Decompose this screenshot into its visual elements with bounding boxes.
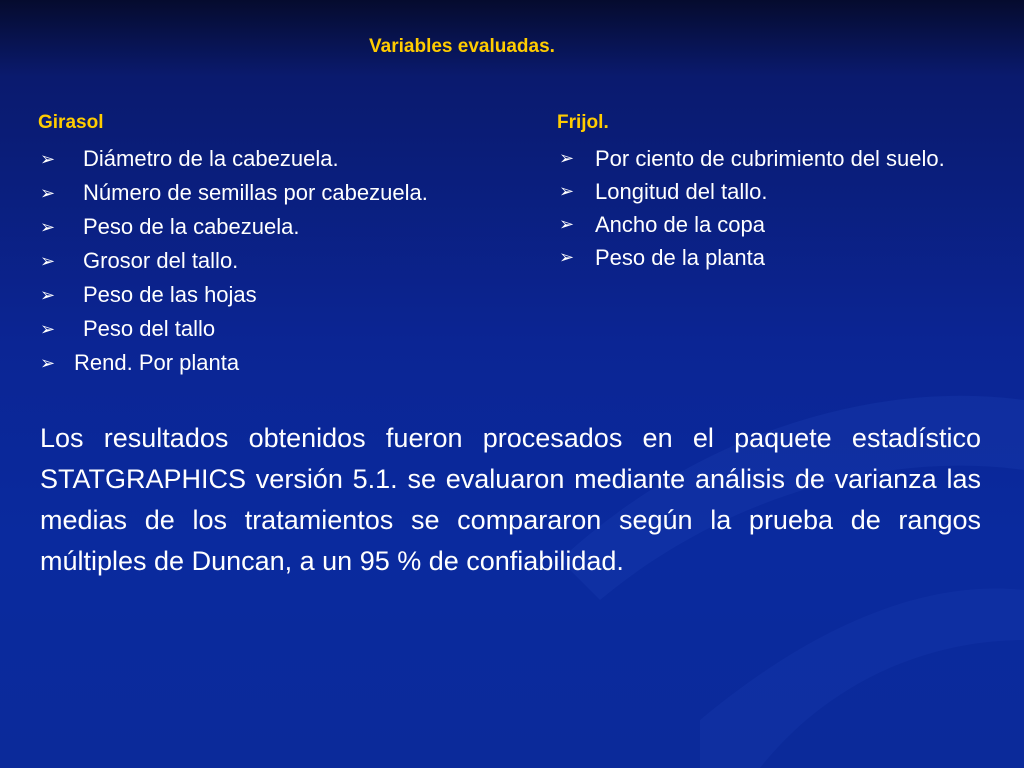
arrow-bullet-icon: ➢: [559, 214, 575, 234]
frijol-list: [557, 142, 987, 274]
list-item: ➢ Peso del tallo: [38, 312, 538, 346]
results-paragraph: Los resultados obtenidos fueron procesados en el paquete estadístico STATGRAPHICS versión 5.1. se evaluaron mediante análisis de varianza las medias de los tratamientos se compararon según la prueba de rangos múltiples de Duncan, a un 95 % de confiabilidad.: [40, 423, 981, 576]
list-item: ➢ Grosor del tallo.: [38, 244, 538, 278]
list-item: ➢ Número de semillas por cabezuela.: [38, 176, 538, 210]
list-item: ➢ Peso de las hojas: [38, 278, 538, 312]
arrow-bullet-icon: ➢: [40, 285, 56, 305]
arrow-bullet-icon: ➢: [40, 353, 56, 373]
list-item: ➢ Longitud del tallo.: [557, 175, 987, 208]
arrow-bullet-icon: ➢: [559, 181, 575, 201]
slide-title: Variables evaluadas.: [369, 36, 555, 57]
arrow-bullet-icon: ➢: [559, 247, 575, 267]
arrow-bullet-icon: ➢: [40, 217, 56, 237]
arrow-bullet-icon: ➢: [559, 148, 575, 168]
list-item: ➢ Peso de la planta: [557, 241, 987, 274]
girasol-heading: Girasol: [38, 112, 104, 133]
arrow-bullet-icon: ➢: [40, 149, 56, 169]
girasol-list: [38, 142, 538, 380]
list-item: ➢ Por ciento de cubrimiento del suelo.: [557, 142, 987, 175]
list-item: ➢ Peso de la cabezuela.: [38, 210, 538, 244]
list-item: ➢ Ancho de la copa: [557, 208, 987, 241]
arrow-bullet-icon: ➢: [40, 319, 56, 339]
list-item: ➢ Diámetro de la cabezuela.: [38, 142, 538, 176]
frijol-column: [557, 112, 987, 274]
girasol-column: [38, 112, 538, 380]
frijol-heading: Frijol.: [557, 112, 609, 133]
list-item: ➢ Rend. Por planta: [38, 346, 538, 380]
arrow-bullet-icon: ➢: [40, 183, 56, 203]
arrow-bullet-icon: ➢: [40, 251, 56, 271]
